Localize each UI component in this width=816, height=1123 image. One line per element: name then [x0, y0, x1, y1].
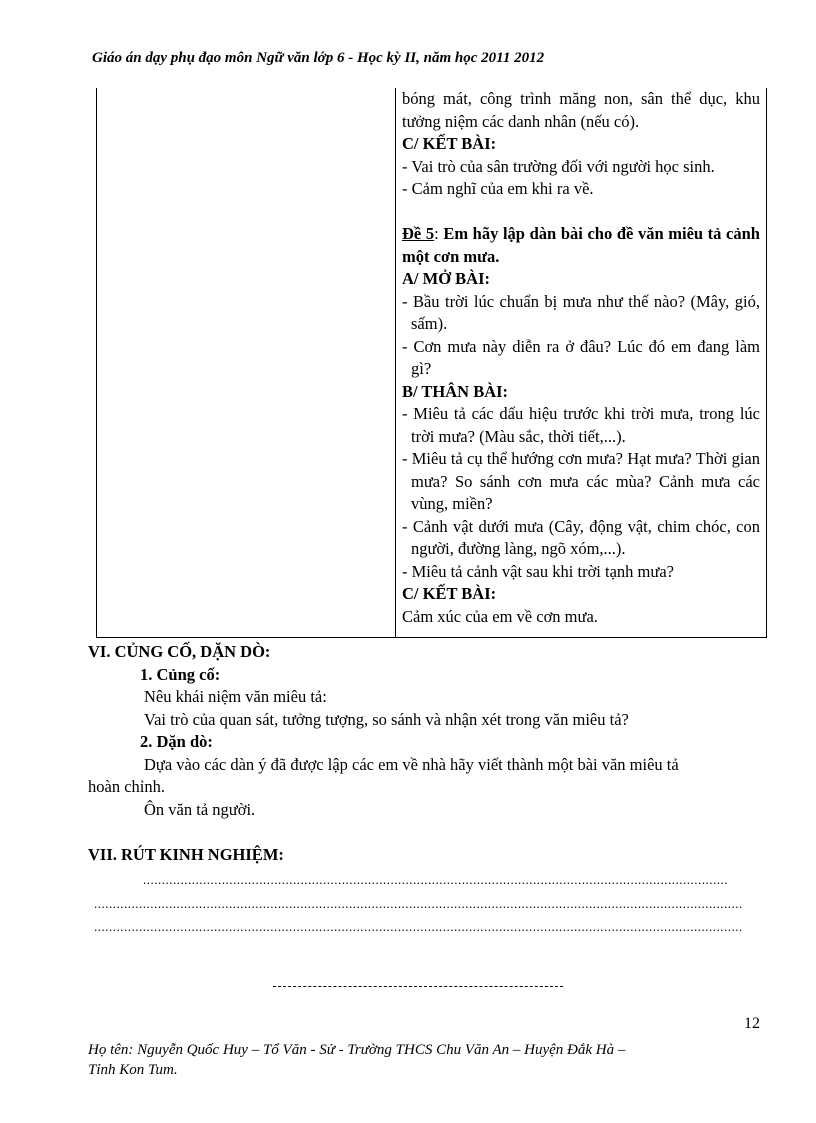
- page-footer: [88, 1040, 748, 1080]
- separator-line: [273, 986, 563, 987]
- dan-do-line-2: Ôn văn tả người.: [144, 799, 256, 819]
- notes-dotted-line-3: .............................................................................................................................................................................: [94, 919, 743, 934]
- footer-line-1: Họ tên: Nguyễn Quốc Huy – Tổ Văn - Sử - Trường THCS Chu Văn An – Huyện Đắk Hà –: [88, 1042, 626, 1058]
- ket-bai-1-item-2: - Cảm nghĩ của em khi ra về.: [402, 179, 594, 198]
- page-number: 12: [744, 1015, 760, 1032]
- dan-do-line-1: Dựa vào các dàn ý đã được lập các em về nhà hãy viết thành một bài văn miêu tả: [144, 754, 679, 774]
- de-5-title: Em hãy lập dàn bài cho đề văn miêu tả cảnh một cơn mưa.: [402, 224, 760, 266]
- dan-do-line-1-cont: hoàn chỉnh.: [88, 777, 165, 796]
- than-bai-item-3: - Cảnh vật dưới mưa (Cây, động vật, chim chóc, con người, đường làng, ngõ xóm,...).: [402, 516, 760, 558]
- cung-co-line-2: Vai trò của quan sát, tưởng tượng, so sánh và nhận xét trong văn miêu tả?: [144, 709, 629, 729]
- ket-bai-heading-1: C/ KẾT BÀI:: [402, 134, 497, 153]
- page-header: Giáo án dạy phụ đạo môn Ngữ văn lớp 6 - Học kỳ II, năm học 2011 2012: [92, 50, 545, 66]
- de-5-label: Đề 5: [402, 224, 435, 243]
- intro-line: bóng mát, công trình măng non, sân thể dục, khu tưởng niệm các danh nhân (nếu có).: [402, 89, 760, 131]
- than-bai-item-1: - Miêu tả các dấu hiệu trước khi trời mưa, trong lúc trời mưa? (Màu sắc, thời tiết,...).: [402, 404, 760, 446]
- than-bai-item-4: - Miêu tả cảnh vật sau khi trời tạnh mưa?: [402, 561, 674, 581]
- than-bai-item-2: - Miêu tả cụ thể hướng cơn mưa? Hạt mưa? Thời gian mưa? So sánh cơn mưa các mùa? Cảnh mưa các vùng, miền?: [402, 449, 760, 513]
- cung-co-heading: 1. Củng cố:: [140, 664, 221, 684]
- de-5-prompt: [402, 223, 760, 268]
- table-column-divider: [395, 88, 396, 637]
- notes-dotted-line-2: .............................................................................................................................................................................: [94, 896, 743, 911]
- footer-line-2: Tỉnh Kon Tum.: [88, 1062, 178, 1078]
- dan-do-heading: 2. Dặn dò:: [140, 732, 213, 751]
- lesson-table: [96, 88, 767, 638]
- cung-co-line-1: Nêu khái niệm văn miêu tả:: [144, 687, 327, 706]
- mo-bai-item-1: - Bầu trời lúc chuẩn bị mưa như thế nào? (Mây, gió, sấm).: [402, 291, 760, 333]
- mo-bai-item-2: - Cơn mưa này diễn ra ở đâu? Lúc đó em đang làm gì?: [402, 336, 760, 378]
- than-bai-heading: B/ THÂN BÀI:: [402, 381, 509, 401]
- de-5-colon: :: [434, 224, 444, 243]
- notes-dotted-line-1: ............................................................................................................................................................: [143, 872, 728, 887]
- mo-bai-heading: A/ MỞ BÀI:: [402, 269, 490, 288]
- section-six: [88, 641, 768, 866]
- table-content-cell: [402, 88, 760, 628]
- ket-bai-2-text: Cảm xúc của em về cơn mưa.: [402, 606, 598, 626]
- ket-bai-heading-2: C/ KẾT BÀI:: [402, 584, 497, 603]
- section-six-title: VI. CỦNG CỐ, DẶN DÒ:: [88, 642, 271, 661]
- ket-bai-1-item-1: - Vai trò của sân trường đối với người học sinh.: [402, 156, 715, 176]
- section-seven-title: VII. RÚT KINH NGHIỆM:: [88, 844, 284, 864]
